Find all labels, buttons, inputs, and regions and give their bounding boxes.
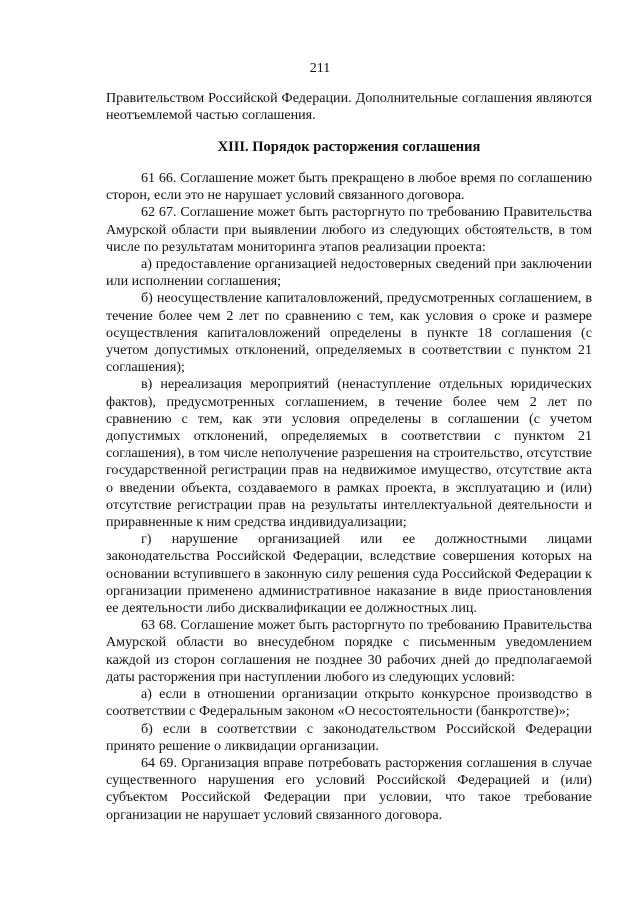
paragraph-62-67-v: в) нереализация мероприятий (ненаступление отдельных юридических фактов), предусмотренных соглашением, в течение более чем 2 лет по сравнению с тем, как эти условия определены в соглашении (с учетом допустимых отклонений, определяемых в соответствии с пунктом 21 соглашения), в том числе неполучение разрешения на строительство, отсутствие государственной регистрации прав на недвижимое имущество, отсутствие акта о введении объекта, создаваемого в рамках проекта, в эксплуатацию и (или) отсутствие регистрации прав на результаты интеллектуальной деятельности и приравненные к ним средства индивидуализации; (106, 376, 592, 531)
intro-text: Правительством Российской Федерации. Дополнительные соглашения являются неотъемлемой частью соглашения. (106, 90, 592, 124)
paragraph-63-68-a: а) если в отношении организации открыто конкурсное производство в соответствии с Федеральным законом «О несостоятельности (банкротстве)»; (106, 686, 592, 720)
section-heading: XIII. Порядок расторжения соглашения (217, 139, 481, 155)
paragraph-64-69: 64 69. Организация вправе потребовать расторжения соглашения в случае существенного нарушения его условий Российской Федерацией и (или) субъектом Российской Федерации при условии, что такое требование организации не нарушает условий связанного договора. (106, 754, 592, 823)
paragraph-62-67-a: а) предоставление организацией недостоверных сведений при заключении или исполнении соглашения; (106, 256, 592, 290)
paragraph-61-66: 61 66. Соглашение может быть прекращено в любое время по соглашению сторон, если это не нарушает условий связанного договора. (106, 170, 592, 204)
page-number: 211 (309, 61, 331, 76)
paragraph-62-67-b: б) неосуществление капиталовложений, предусмотренных соглашением, в течение более чем 2 лет по сравнению с тем, как условия о сроке и размере осуществления капиталовложений определены в пункте 18 соглашения (с учетом допустимых отклонений, определяемых в соответствии с пунктом 21 соглашения); (106, 290, 592, 376)
paragraph-62-67-g: г) нарушение организацией или ее должностными лицами законодательства Российской Федерации, вследствие совершения которых на основании вступившего в законную силу решения суда Российской Федерации к организации применено административное наказание в виде приостановления ее деятельности либо дисквалификации ее должностных лиц. (106, 531, 592, 617)
section-body (106, 170, 592, 824)
paragraph-63-68-b: б) если в соответствии с законодательством Российской Федерации принято решение о ликвидации организации. (106, 720, 592, 754)
intro-paragraph (106, 90, 592, 124)
paragraph-62-67: 62 67. Соглашение может быть расторгнуто по требованию Правительства Амурской области при выявлении любого из следующих обстоятельств, в том числе по результатам мониторинга этапов реализации проекта: (106, 204, 592, 255)
paragraph-63-68: 63 68. Соглашение может быть расторгнуто по требованию Правительства Амурской области во внесудебном порядке с письменным уведомлением каждой из сторон соглашения не позднее 30 рабочих дней до предполагаемой даты расторжения при наступлении любого из следующих условий: (106, 617, 592, 685)
